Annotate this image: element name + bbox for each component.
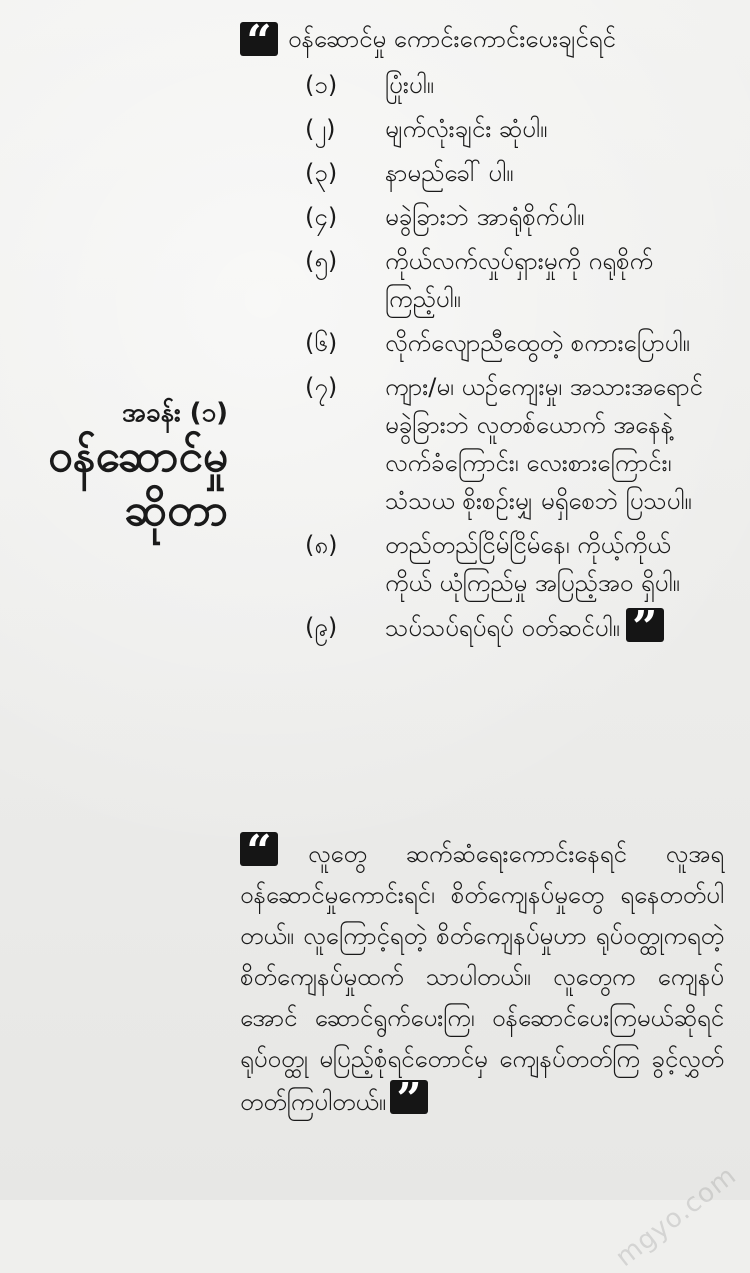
close-quote-icon: ” <box>390 1080 428 1114</box>
service-tips-list <box>305 66 715 653</box>
list-item <box>305 198 715 236</box>
watermark: mgyo.com <box>609 1160 742 1273</box>
quote-body: လူတွေ ဆက်ဆံရေးကောင်းနေရင် လူအရ ဝန်ဆောင်မှုကောင်းရင်၊ စိတ်ကျေနပ်မှုတွေ ရနေတတ်ပါတယ်။ လူကြောင့်ရတဲ့ စိတ်ကျေနပ်မှုဟာ ရုပ်ဝတ္ထုကရတဲ့ စိတ်ကျေနပ်မှုထက် သာပါတယ်။ လူတွေက ကျေနပ်အောင် ဆောင်ရွက်ပေးကြ၊ ဝန်ဆောင်ပေးကြမယ်ဆိုရင် ရုပ်ဝတ္ထု မပြည့်စုံရင်တောင်မှ ကျေနပ်တတ်ကြ ခွင့်လွှတ်တတ်ကြပါတယ်။ <box>240 840 724 1116</box>
list-number: (၈) <box>305 531 338 559</box>
list-number: (၃) <box>305 159 338 187</box>
list-text: မခွဲခြားဘဲ အာရုံစိုက်ပါ။ <box>385 203 585 231</box>
list-item <box>305 154 715 192</box>
list-item <box>305 110 715 148</box>
quote-heading: ဝန်ဆောင်မှု ကောင်းကောင်းပေးချင်ရင် <box>288 25 616 53</box>
list-item <box>305 242 715 318</box>
open-quote-icon: “ <box>240 832 278 866</box>
list-text: မျက်လုံးချင်း ဆုံပါ။ <box>385 115 548 143</box>
list-number: (၂) <box>305 115 336 143</box>
close-quote-icon: ” <box>626 608 664 642</box>
chapter-number: အခန်း (၁) <box>122 398 228 428</box>
list-text: ကျား/မ၊ ယဉ်ကျေးမှု၊ အသားအရောင် မခွဲခြားဘဲ လူတစ်ယောက် အနေနဲ့လက်ခံကြောင်း၊ လေးစားကြောင်း၊ သံသယ စိုးစဉ်းမျှ မရှိစေဘဲ ပြသပါ။ <box>385 373 703 515</box>
list-text: လိုက်လျောညီထွေတဲ့ စကားပြောပါ။ <box>385 329 690 357</box>
second-quote <box>240 826 724 1125</box>
list-text: ပြုံးပါ။ <box>385 71 434 99</box>
list-item <box>305 324 715 362</box>
chapter-heading <box>0 396 228 538</box>
list-text: တည်တည်ငြိမ်ငြိမ်နေ၊ ကိုယ့်ကိုယ်ကိုယ် ယုံကြည်မှု အပြည့်အဝ ရှိပါ။ <box>385 531 680 597</box>
list-text: နာမည်ခေါ် ပါ။ <box>385 159 514 187</box>
list-number: (၆) <box>305 329 338 357</box>
list-item <box>305 66 715 104</box>
list-item <box>305 602 715 653</box>
list-text: သပ်သပ်ရပ်ရပ် ဝတ်ဆင်ပါ။ <box>385 614 620 642</box>
list-item <box>305 368 715 520</box>
list-item <box>305 526 715 602</box>
list-number: (၅) <box>305 247 338 275</box>
list-number: (၇) <box>305 373 338 401</box>
list-text: ကိုယ်လက်လှုပ်ရှားမှုကို ဂရုစိုက်ကြည့်ပါ။ <box>385 247 653 313</box>
list-number: (၁) <box>305 71 338 99</box>
list-number: (၄) <box>305 203 338 231</box>
chapter-title-line-2: ဆိုတာ <box>124 485 228 536</box>
chapter-title-line-1: ဝန်ဆောင်မှု <box>48 431 228 482</box>
list-text-last <box>385 602 715 653</box>
open-quote-icon: “ <box>240 22 278 56</box>
list-number: (၉) <box>305 613 338 641</box>
